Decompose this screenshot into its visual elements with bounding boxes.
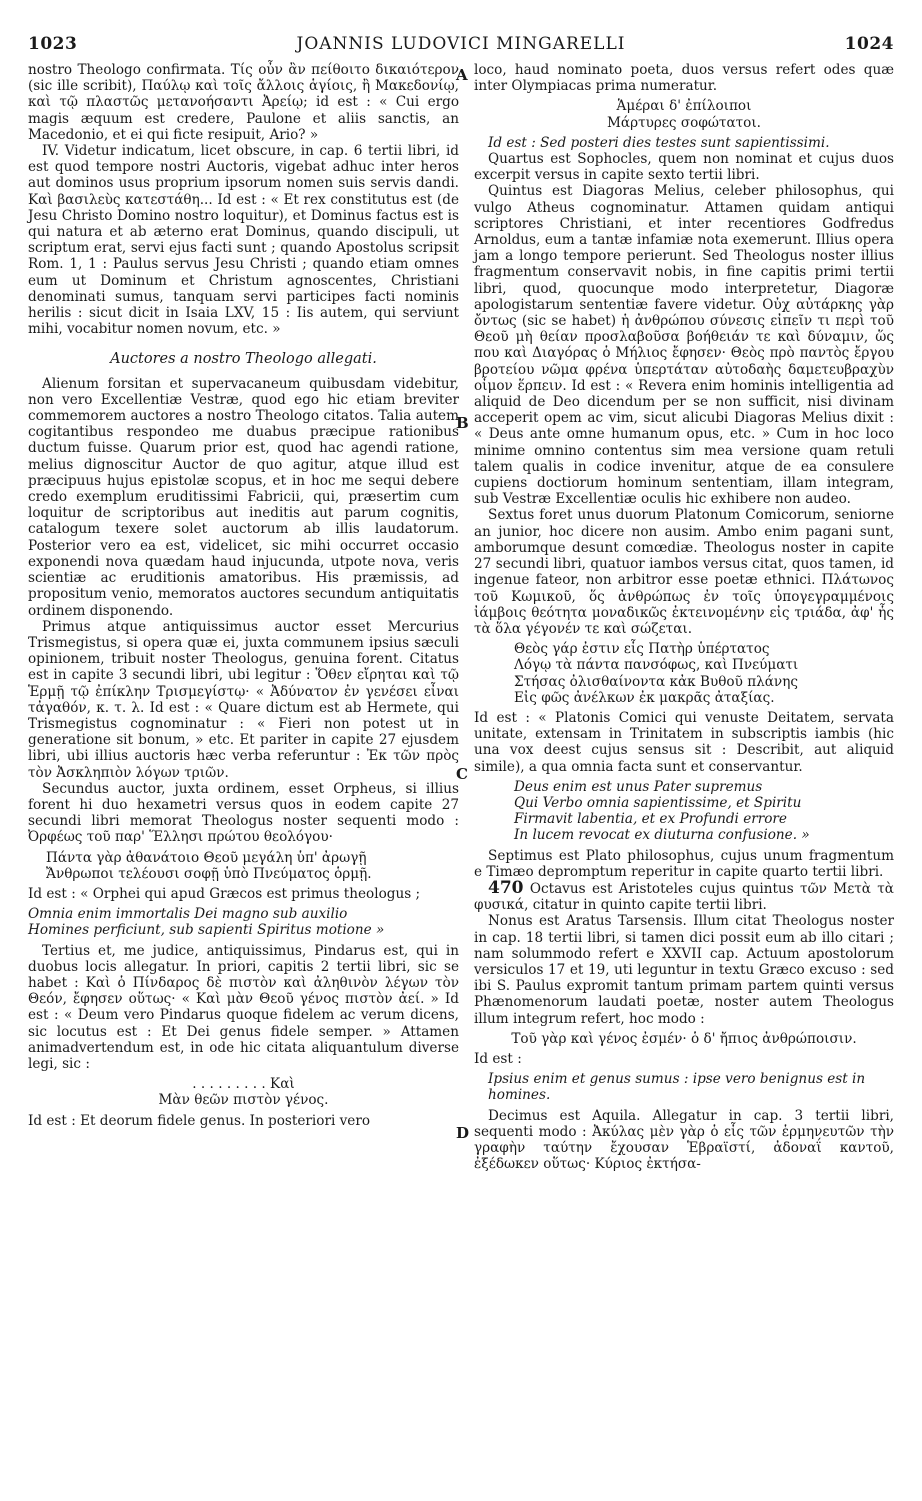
- verse-line: Λόγῳ τὰ πάντα πανσόφως, καὶ Πνεύματι: [514, 657, 799, 674]
- verse-line: Στήσας ὀλισθαίνοντα κἀκ Βυθοῦ πλάνης: [514, 673, 798, 690]
- verse-line: Ipsius enim et genus sumus : ipse vero benignus est in homines.: [488, 1071, 866, 1104]
- verse-line: Μὰν θεῶν πιστὸν γένος.: [158, 1092, 329, 1109]
- paragraph: Id est : Sed posteri dies testes sunt sapientissimi.: [488, 134, 830, 151]
- paragraph: Decimus est Aquila. Allegatur in cap. 3 tertii libri, sequenti modo : Ἀκύλας μὲν γὰρ ὁ εἷς τῶν ἑρμηνευτῶν τὴν γραφὴν ταύτην ἔχουσαν Ἑβραϊστί, ἀδοναΐ καντοῦ, ἐξέδωκεν οὕτως· Κύριος ἐκτήσα-: [474, 1107, 894, 1173]
- section-number: 470: [488, 877, 524, 898]
- verse-block: [28, 1076, 459, 1108]
- verse-line: . . . . . . . . . Καὶ: [192, 1076, 295, 1093]
- verse-line: Θεὸς γάρ ἐστιν εἷς Πατὴρ ὑπέρτατος: [514, 641, 770, 658]
- page-header: [28, 34, 894, 56]
- paragraph-text: Octavus est Aristoteles cujus quintus τῶν Μετὰ τὰ φυσικά, citatur in quinto capite tertii libri.: [474, 880, 894, 914]
- verse-line: Qui Verbo omnia sapientissime, et Spiritu: [514, 794, 802, 811]
- section-title: Auctores a nostro Theologo allegati.: [110, 351, 377, 368]
- verse-block: [28, 906, 459, 938]
- paragraph: Quintus est Diagoras Melius, celeber philosophus, qui vulgo Atheus cognominatur. Attamen quidam antiqui scriptores Christiani, et inter recentiores Godfredus Arnoldus, eum a tantæ infamiæ nota exemerunt. Illius opera jam a longo tempore perierunt. Sed Theologus noster illius fragmentum conservavit nobis, in fine capitis primi tertii libri, quod, quocunque modo interpretetur, Diagoræ apologistarum sententiæ favere videtur. Οὐχ αὐτάρκης γὰρ ὄντως (sic se habet) ἡ ἀνθρώπου σύνεσις εἰπεῖν τι περὶ τοῦ Θεοῦ μὴ θείαν προσλαβοῦσα βοήθειάν τε καὶ δύναμιν, ὥς που καὶ Διαγόρας ὁ Μήλιος ἔφησεν· Θεὸς πρὸ παντὸς ἔργου βροτείου νῶμα φρένα ὑπερτάταν αὐτοδαὴς δαμετευβραχὺν οἶμον ἕρπειν. Id est : « Revera enim hominis intelligentia ad aliquid de Deo dicendum per se non sufficit, nisi divinam acceperit opem ac vim, sicut alicubi Diagoras Melius dixit : « Deus ante omne humanum opus, etc. » Cum in hoc loco minime omnino contentus sim mea versione quam retuli talem qualis in codice invenitur, atque de ea consulere cupiens doctiorum hominum sententiam, illam integram, sub Vestræ Excellentiæ oculis hic exhibere non audeo.: [474, 183, 894, 508]
- paragraph: Secundus auctor, juxta ordinem, esset Orpheus, si illius forent hi duo hexametri versus quos in eodem capite 27 secundi libri memorat Theologus noster sequenti modo : Ὀρφέως τοῦ παρ' Ἕλλησι πρώτου θεολόγου·: [28, 780, 459, 846]
- verse-line: Omnia enim immortalis Dei magno sub auxilio: [28, 906, 348, 923]
- paragraph: Alienum forsitan et supervacaneum quibusdam videbitur, non vero Excellentiæ Vestræ, quod ego hic etiam breviter commemorem auctores a nostro Theologo citatos. Talia autem cogitantibus respondeo me duabus præcipue rationibus ductum fuisse. Quarum prior est, quod hac agendi ratione, melius dignoscitur Auctor de quo agitur, atque illud est præcipuus hujus epistolæ scopus, et in hoc me sequi debere credo exemplum eruditissimi Fabricii, qui, præsertim cum loquitur de scriptoribus aut ineditis aut parum cognitis, catalogum texere solet auctorum ab illis laudatorum. Posterior vero ea est, videlicet, sic mihi occurret occasio exponendi nova quædam haud injucunda, utpote nova, veris scientiæ ac eruditionis amatoribus. His præmissis, ad propositum venio, memoratos auctores secundum antiquitatis ordinem disponendo.: [28, 375, 459, 619]
- verse-line: Firmavit labentia, et ex Profundi errore: [514, 811, 787, 828]
- verse-line: In lucem revocat ex diuturna confusione. »: [514, 827, 810, 844]
- verse-block: [514, 779, 894, 844]
- verse-line: Ἁμέραι δ' ἐπίλοιποι: [616, 98, 752, 115]
- paragraph: Id est : Et deorum fidele genus. In posteriori vero: [28, 1112, 371, 1129]
- verse-block: [46, 850, 459, 882]
- paragraph: nostro Theologo confirmata. Τίς οὖν ἂν πείθοιτο δικαιότερον (sic ille scribit), Παύλῳ καὶ τοῖς ἄλλοις ἁγίοις, ἢ Μακεδονίῳ, καὶ τῷ πλαστῶς μετανοήσαντι Ἀρείῳ; id est : « Cui ergo magis æquum est credere, Paulone et aliis sanctis, an Macedonio, et ei qui ficte resipuit, Ario? »: [28, 62, 459, 143]
- paragraph: Tertius et, me judice, antiquissimus, Pindarus est, qui in duobus locis allegatur. In priori, capitis 2 tertii libri, sic se habet : Καὶ ὁ Πίνδαρος δὲ πιστὸν καὶ ἀληθινὸν λέγων τὸν Θεόν, ἔφησεν οὕτως· « Καὶ μὰν Θεοῦ γένος πιστὸν ἀεί. » Id est : « Deum vero Pindarus quoque fidelem ac verum dicens, sic locutus est : Et Dei genus fidele semper. » Attamen animadvertendum est, in ode hic citata aliquantulum diverse legi, sic :: [28, 942, 459, 1072]
- margin-letter-b: B: [456, 414, 469, 432]
- running-title: JOANNIS LUDOVICI MINGARELLI: [296, 34, 626, 54]
- paragraph: Id est : « Orphei qui apud Græcos est primus theologus ;: [28, 885, 421, 902]
- paragraph: loco, haud nominato poeta, duos versus refert odes quæ inter Olympiacas prima numeratur.: [474, 62, 894, 95]
- paragraph: Sextus foret unus duorum Platonum Comicorum, seniorne an junior, hoc dicere non ausim. Ambo enim pagani sunt, amborumque desunt comœdiæ. Theologus noster in capite 27 secundi libri, quatuor iambos versus citat, quos tamen, id ingenue fateor, non arbitror esse poetæ ethnici. Πλάτωνος τοῦ Κωμικοῦ, ὅς ἀνθρώπως ἐν τοῖς ὑπογεγραμμένοις ἰάμβοις θεότητα μοναδικῶς ἐκτεινομένην εἰς τριάδα, ἀφ' ἧς τὰ ὅλα γέγονέν τε καὶ σώζεται.: [474, 507, 894, 637]
- page-number-left: 1023: [28, 34, 78, 54]
- page-number-right: 1024: [844, 34, 894, 54]
- verse-line: Ἄνθρωποι τελέουσι σοφῇ ὑπὸ Πνεύματος ὁρμῇ.: [46, 865, 372, 882]
- paragraph: IV. Videtur indicatum, licet obscure, in cap. 6 tertii libri, id est quod tempore nostri Auctoris, vigebat adhuc inter heros aut dominos usus proprium ipsorum nomen suis servis dandi. Καὶ βασιλεὺς κατεστάθη... Id est : « Et rex constitutus est (de Jesu Christo Domino nostro loquitur), et Dominus factus est is qui natura et ab æterno erat Dominus, quando discipuli, ut scriptum erat, servi ejus facti sunt ; quando Apostolus scripsit Rom. 1, 1 : Paulus servus Jesu Christi ; quando etiam omnes eum ut Dominum et Christum agnoscentes, Christiani denominati sumus, tanquam servi participes facti nominis herilis : sicut dicit in Isaia LXV, 15 : Iis autem, qui serviunt mihi, vocabitur nomen novum, etc. »: [28, 143, 459, 338]
- margin-letter-c: C: [456, 765, 468, 783]
- verse-block: [474, 98, 894, 130]
- right-column: [474, 62, 894, 1172]
- margin-letter-a: A: [456, 66, 468, 84]
- verse-line: Μάρτυρες σοφώτατοι.: [607, 114, 761, 131]
- paragraph: Quartus est Sophocles, quem non nominat et cujus duos excerpit versus in capite sexto tertii libri.: [474, 151, 894, 184]
- paragraph: Septimus est Plato philosophus, cujus unum fragmentum e Timæo depromptum reperitur in capite quarto tertii libri.: [474, 847, 894, 880]
- verse-line: Τοῦ γὰρ καὶ γένος ἐσμέν· ὁ δ' ἤπιος ἀνθρώποισιν.: [511, 1030, 857, 1047]
- paragraph: Primus atque antiquissimus auctor esset Mercurius Trismegistus, si opera quæ ei, juxta communem ipsius sæculi opinionem, tribuit noster Theologus, genuina forent. Citatus est in capite 3 secundi libri, ubi legitur : Ὅθεν εἴρηται καὶ τῷ Ἑρμῇ τῷ ἐπίκλην Τρισμεγίστῳ· « Ἀδύνατον ἐν γενέσει εἶναι τἀγαθόν, κ. τ. λ. Id est : « Quare dictum est ab Hermete, qui Trismegistus cognominatur : « Fieri non potest ut in generatione sit bonum, » etc. Et pariter in capite 27 ejusdem libri, ubi illius auctoris hæc verba referuntur : Ἐκ τῶν πρὸς τὸν Ἀσκληπιὸν λόγων τριῶν.: [28, 618, 459, 781]
- verse-line: Πάντα γὰρ ἀθανάτοιο Θεοῦ μεγάλη ὑπ' ἀρωγῇ: [46, 849, 367, 866]
- left-column: [28, 62, 459, 1129]
- margin-letter-d: D: [456, 1124, 470, 1142]
- paragraph-470: [474, 877, 894, 914]
- paragraph: Id est : « Platonis Comici qui venuste Deitatem, servata unitate, extensam in Trinitatem in subscriptis iambis (hic una vox deest cujus sensus sit : Describit, aut aliquid simile), a qua omnia facta sunt et conservantur.: [474, 709, 894, 775]
- verse-line: Homines perficiunt, sub sapienti Spiritus motione »: [28, 922, 385, 939]
- verse-line: Deus enim est unus Pater supremus: [514, 778, 763, 795]
- paragraph: Id est :: [474, 1050, 522, 1067]
- verse-block: [514, 641, 894, 706]
- paragraph: Nonus est Aratus Tarsensis. Illum citat Theologus noster in cap. 18 tertii libri, si tamen dici possit eum ab illo citari ; nam solummodo refert e XXVII cap. Actuum apostolorum versiculos 17 et 19, uti leguntur in textu Græco excuso : sed ibi S. Paulus expromit tantum primam partem quinti versus Phænomenorum laudati poetæ, noster autem Theologus illum integrum refert, hoc modo :: [474, 913, 894, 1027]
- verse-line: Εἰς φῶς ἀνέλκων ἐκ μακρᾶς ἀταξίας.: [514, 689, 775, 706]
